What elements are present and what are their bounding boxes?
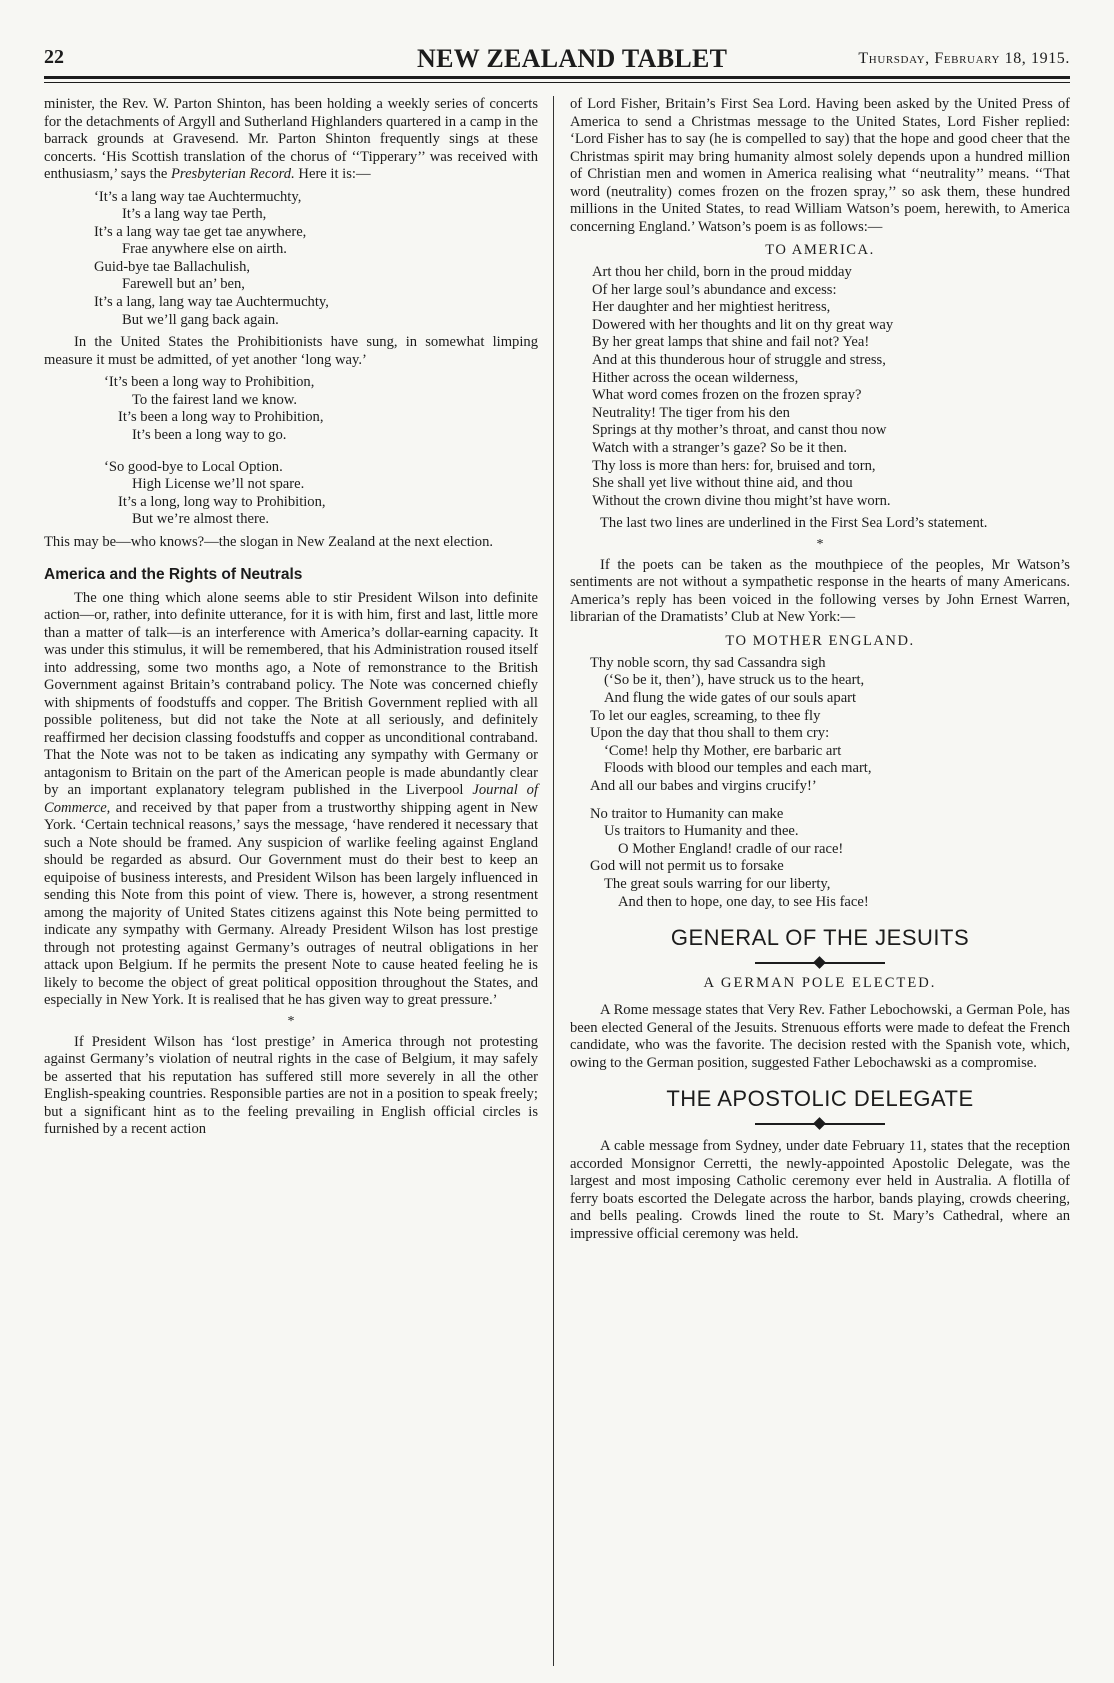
poem-line: No traitor to Humanity can make	[590, 805, 784, 822]
verse-gap	[104, 445, 538, 459]
verse-line: ‘It’s a lang way tae Auchtermuchty,	[94, 188, 302, 205]
verse-prohibition	[44, 374, 538, 529]
right-column	[570, 96, 1070, 1243]
neutrals-paragraph-two: If President Wilson has ‘lost prestige’ in America through not protesting against Germany’s violation of neutral rights in the case of Belgium, it may safely be asserted that his reputation has suffered still more severely in all the other English-speaking countries. Responsible parties are not in a position to speak freely; but a significant hint as to the feeling prevailing in English official circles is furnished by a recent action	[44, 1033, 538, 1137]
intro-source: Presbyterian Record.	[171, 166, 295, 182]
issue-date: Thursday, February 18, 1915.	[858, 50, 1070, 67]
heading-apostolic-delegate: THE APOSTOLIC DELEGATE	[666, 1086, 974, 1112]
verse-line: ‘It’s been a long way to Prohibition,	[104, 374, 315, 391]
poem-line: Without the crown divine thou might’st have worn.	[592, 492, 891, 509]
poem-line: O Mother England! cradle of our race!	[618, 840, 844, 857]
section-heading-neutrals: America and the Rights of Neutrals	[44, 565, 303, 583]
poem-line: Dowered with her thoughts and lit on thy great way	[592, 316, 894, 333]
verse-auchtermuchty	[44, 189, 538, 330]
poem-line: And flung the wide gates of our souls apart	[604, 690, 857, 706]
section-divider-star: *	[287, 1013, 295, 1029]
jesuits-paragraph: A Rome message states that Very Rev. Father Lebochowski, a German Pole, has been elected General of the Jesuits. Strenuous efforts were made to defeat the French candidate, who was the favorite. The decision rested with the Spanish vote, which, owing to the German position, suggested Father Lebochawski as a compromise.	[570, 1002, 1070, 1071]
poem-line: Floods with blood our temples and each mart,	[604, 760, 872, 777]
poem-line: And at this thunderous hour of struggle and stress,	[592, 351, 886, 368]
poem-line: Watch with a stranger’s gaze? So be it then.	[592, 439, 848, 456]
fisher-paragraph: of Lord Fisher, Britain’s First Sea Lord. Having been asked by the United Press of America to send a Christmas message to the United States, Lord Fisher replied: ‘Lord Fisher has to say (he is compelled to say) that the hope and good cheer that the Christmas spirit may bring humanity almost solely depends upon a hundred million of Christian men and women in America realising what ‘‘neutrality’’ means. ‘‘That word (neutrality) comes frozen on the frozen spray,’’ so ask them, these hundred millions in the United States, to read William Watson’s poem, herewith, to America concerning England.’ Watson’s poem is as follows:—	[570, 96, 1070, 235]
ornament-divider	[755, 1118, 885, 1130]
ornament-diamond-icon	[813, 1117, 826, 1130]
underline-note: The last two lines are underlined in the First Sea Lord’s statement.	[600, 515, 988, 532]
left-column	[44, 96, 538, 1139]
poem-line: Of her large soul’s abundance and excess:	[592, 281, 837, 298]
masthead-rule-thin	[44, 82, 1070, 83]
poem-line: By her great lamps that shine and fail not? Yea!	[592, 334, 870, 351]
poem-line: Thy loss is more than hers: for, bruised and torn,	[592, 457, 876, 474]
poem-line: And then to hope, one day, to see His face!	[618, 893, 869, 910]
verse-line: But we’ll gang back again.	[122, 311, 279, 328]
verse-line: It’s been a long way to Prohibition,	[118, 409, 324, 426]
poem-line: The great souls warring for our liberty,	[604, 875, 831, 892]
ornament-divider	[755, 957, 885, 969]
poem-line: To let our eagles, screaming, to thee fly	[590, 707, 821, 724]
poem-title-to-america: TO AMERICA.	[765, 242, 875, 258]
verse-line: It’s a lang way tae Perth,	[122, 206, 267, 223]
verse-line: Guid-bye tae Ballachulish,	[94, 258, 251, 275]
verse-line: ‘So good-bye to Local Option.	[104, 458, 283, 475]
poem-line: Upon the day that thou shall to them cry:	[590, 725, 830, 742]
poem-gap	[590, 796, 1070, 806]
verse-line: But we’re almost there.	[132, 511, 269, 528]
neutrals-text-a: The one thing which alone seems able to stir President Wilson into definite action—or, rather, into definite utterance, for it is with him, first and last, little more than a matter of talk—is an interference with America’s dollar-earning capacity. It was under this stimulus, it will be remembered, that his Administration roused itself into addressing, some two months ago, a Note of remonstrance to the British Government against Britain’s contraband policy. The Note was concerned chiefly with shipments of foodstuffs and copper. The British Government replied with all possible politeness, but did not take the Note at all seriously, and definitely reaffirmed her decision classing foodstuffs and copper as unconditional contraband. That the Note was not to be taken as indicating any sympathy with Germany or antagonism to Britain on the part of the American people is made abundantly clear by an important explanatory telegram published in the Liverpool	[44, 589, 538, 798]
poem-line: (‘So be it, then’), have struck us to the heart,	[604, 672, 865, 689]
verse-line: It’s a lang, lang way tae Auchtermuchty,	[94, 294, 329, 311]
prohibition-paragraph: In the United States the Prohibitionists have sung, in somewhat limping measure it must be admitted, of yet another ‘long way.’	[44, 334, 538, 368]
newspaper-title: NEW ZEALAND TABLET	[417, 44, 728, 73]
verse-line: It’s been a long way to go.	[132, 427, 287, 444]
neutrals-text-b: and received by that paper from a trustworthy shipping agent in New York. ‘Certain technical reasons,’ says the message, ‘have rendered it necessary that such a Note should be framed. Any suspicion of warlike feeling against England should be regarded as absurd. Our Government must do their best to keep an equipoise of business interests, and President Wilson has been largely influenced in sending this Note from this point of view. There is, however, a strong resentment among the majority of United States citizens against this Note being permitted to indicate any sympathy with Germany. Already President Wilson has lost prestige through not protesting against Germany’s outrages of neutral obligations in her attack upon Belgium. If he permits the present Note to cause heated feeling he is likely to become the object of great political opposition throughout the States, and especially in New York. It is realised that he has given way to great pressure.’	[44, 799, 538, 1008]
poem-title-to-mother-england: TO MOTHER ENGLAND.	[725, 632, 915, 649]
poem-to-america	[570, 264, 1070, 510]
poem-line: What word comes frozen on the frozen spray?	[592, 387, 862, 404]
verse-line: It’s a long, long way to Prohibition,	[118, 493, 326, 510]
column-divider	[553, 96, 554, 1666]
intro-paragraph	[44, 96, 538, 184]
poem-to-mother-england	[570, 655, 1070, 911]
poem-line: Neutrality! The tiger from his den	[592, 404, 790, 421]
masthead-rule-thick	[44, 76, 1070, 79]
heading-general-of-the-jesuits: GENERAL OF THE JESUITS	[670, 925, 970, 951]
poem-line: And all our babes and virgins crucify!’	[590, 777, 817, 794]
poem-line: Art thou her child, born in the proud midday	[592, 264, 852, 280]
warren-paragraph: If the poets can be taken as the mouthpiece of the peoples, Mr Watson’s sentiments are not without a sympathetic response in the hearts of many Americans. America’s reply has been voiced in the following verses by John Ernest Warren, librarian of the Dramatists’ Club at New York:—	[570, 556, 1070, 626]
slogan-paragraph: This may be—who knows?—the slogan in New Zealand at the next election.	[44, 534, 494, 550]
neutrals-paragraph-one	[44, 590, 538, 1010]
subheading-german-pole: A GERMAN POLE ELECTED.	[703, 975, 937, 992]
poem-line: Us traitors to Humanity and thee.	[604, 823, 799, 840]
poem-line: Thy noble scorn, thy sad Cassandra sigh	[590, 654, 826, 671]
journal-name: Journal of Commerce,	[44, 782, 538, 816]
poem-line: Her daughter and her mightiest heritress,	[592, 299, 831, 316]
poem-line: Hither across the ocean wilderness,	[592, 369, 799, 386]
verse-line: High License we’ll not spare.	[132, 476, 305, 493]
verse-line: Frae anywhere else on airth.	[122, 241, 287, 258]
masthead	[44, 44, 1070, 74]
delegate-paragraph: A cable message from Sydney, under date February 11, states that the reception accorded Monsignor Cerretti, the newly-appointed Apostolic Delegate, was the largest and most imposing Catholic ceremony ever held in Australia. A flotilla of ferry boats escorted the Delegate across the harbor, bands playing, crowds cheering, and bells pealing. Crowds lined the route to St. Mary’s Cathedral, where an impressive official ceremony was held.	[570, 1138, 1070, 1242]
verse-line: To the fairest land we know.	[132, 391, 297, 408]
poem-line: ‘Come! help thy Mother, ere barbaric art	[604, 742, 842, 759]
page-number: 22	[44, 46, 64, 68]
poem-line: She shall yet live without thine aid, and thou	[592, 475, 853, 492]
verse-line: It’s a lang way tae get tae anywhere,	[94, 223, 307, 240]
intro-tail: Here it is:—	[298, 166, 371, 182]
poem-line: Springs at thy mother’s throat, and canst thou now	[592, 422, 887, 439]
poem-line: God will not permit us to forsake	[590, 858, 784, 875]
verse-line: Farewell but an’ ben,	[122, 276, 245, 293]
section-divider-star: *	[816, 536, 824, 552]
ornament-diamond-icon	[813, 956, 826, 969]
intro-text: minister, the Rev. W. Parton Shinton, has been holding a weekly series of concerts for the detachments of Argyll and Sutherland Highlanders quartered in a camp in the barrack grounds at Gravesend. Mr. Parton Shinton frequently sings at these concerts. ‘His Scottish translation of the chorus of ‘‘Tipperary’’ was received with enthusiasm,’ says the	[44, 96, 538, 182]
